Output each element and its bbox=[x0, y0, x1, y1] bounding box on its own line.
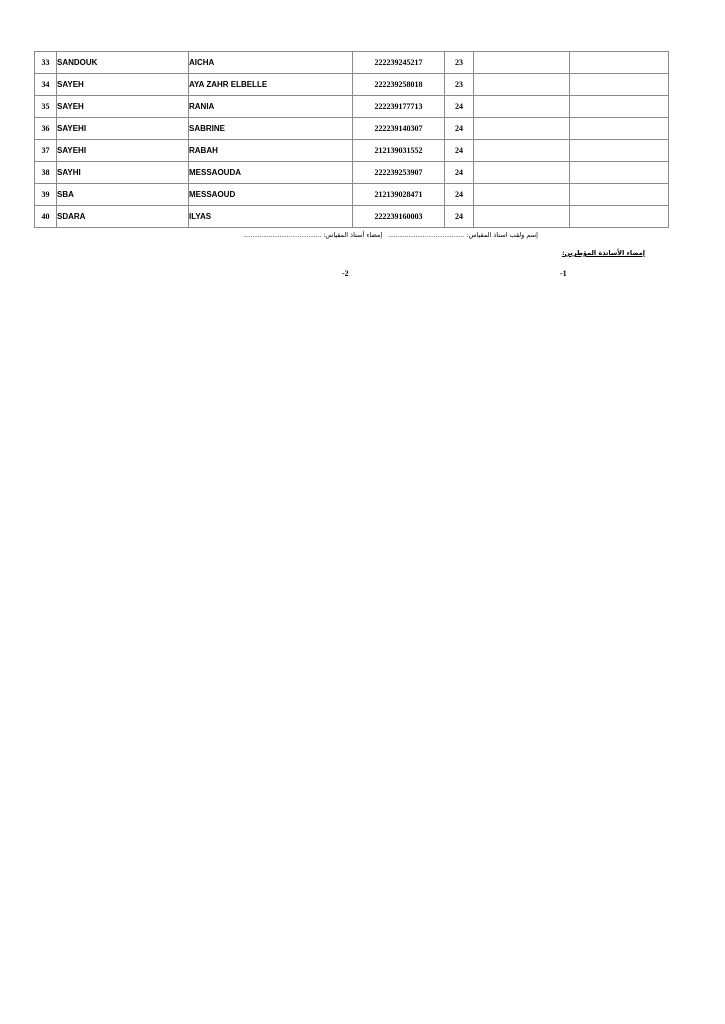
last-name: SAYEH bbox=[57, 96, 189, 118]
first-name: RANIA bbox=[189, 96, 353, 118]
instructor-signature-line bbox=[243, 231, 538, 239]
table-row bbox=[35, 96, 669, 118]
first-name: SABRINE bbox=[189, 118, 353, 140]
row-number: 40 bbox=[35, 206, 57, 228]
row-number: 34 bbox=[35, 74, 57, 96]
table-row bbox=[35, 140, 669, 162]
first-name: MESSAOUD bbox=[189, 184, 353, 206]
group-number: 24 bbox=[445, 118, 474, 140]
row-number: 39 bbox=[35, 184, 57, 206]
first-name: MESSAOUDA bbox=[189, 162, 353, 184]
group-number: 24 bbox=[445, 162, 474, 184]
blank-cell-1 bbox=[474, 206, 570, 228]
group-number: 23 bbox=[445, 74, 474, 96]
last-name: SAYEHI bbox=[57, 140, 189, 162]
student-id: 222239160003 bbox=[353, 206, 445, 228]
blank-cell-2 bbox=[570, 162, 669, 184]
blank-cell-2 bbox=[570, 52, 669, 74]
last-name: SANDOUK bbox=[57, 52, 189, 74]
blank-cell-1 bbox=[474, 118, 570, 140]
instructor-signature-label: إمضاء أستاذ المقياس: bbox=[323, 231, 383, 239]
first-name: ILYAS bbox=[189, 206, 353, 228]
student-id: 212139031552 bbox=[353, 140, 445, 162]
group-number: 24 bbox=[445, 96, 474, 118]
group-number: 23 bbox=[445, 52, 474, 74]
blank-cell-1 bbox=[474, 52, 570, 74]
row-number: 35 bbox=[35, 96, 57, 118]
table-row bbox=[35, 52, 669, 74]
proctor-signature-1: -1 bbox=[560, 269, 567, 278]
proctor-signature-2: -2 bbox=[342, 269, 349, 278]
blank-cell-1 bbox=[474, 162, 570, 184]
student-id: 222239140307 bbox=[353, 118, 445, 140]
blank-cell-1 bbox=[474, 140, 570, 162]
blank-cell-2 bbox=[570, 206, 669, 228]
blank-cell-2 bbox=[570, 184, 669, 206]
roster-body bbox=[35, 52, 669, 228]
blank-cell-2 bbox=[570, 140, 669, 162]
table-row bbox=[35, 184, 669, 206]
table-row bbox=[35, 118, 669, 140]
last-name: SAYEHI bbox=[57, 118, 189, 140]
row-number: 37 bbox=[35, 140, 57, 162]
instructor-name-label: إسم ولقب استاذ المقياس: bbox=[466, 231, 538, 239]
table-row bbox=[35, 206, 669, 228]
student-id: 222239177713 bbox=[353, 96, 445, 118]
group-number: 24 bbox=[445, 140, 474, 162]
blank-cell-1 bbox=[474, 184, 570, 206]
last-name: SDARA bbox=[57, 206, 189, 228]
student-id: 222239245217 bbox=[353, 52, 445, 74]
blank-cell-2 bbox=[570, 74, 669, 96]
group-number: 24 bbox=[445, 184, 474, 206]
instructor-signature-dots: ........................................... bbox=[243, 232, 322, 239]
last-name: SBA bbox=[57, 184, 189, 206]
first-name: AICHA bbox=[189, 52, 353, 74]
table-row bbox=[35, 162, 669, 184]
first-name: AYA ZAHR ELBELLE bbox=[189, 74, 353, 96]
student-id: 212139028471 bbox=[353, 184, 445, 206]
blank-cell-2 bbox=[570, 96, 669, 118]
row-number: 36 bbox=[35, 118, 57, 140]
student-roster-table bbox=[34, 51, 669, 228]
last-name: SAYEH bbox=[57, 74, 189, 96]
table-row bbox=[35, 74, 669, 96]
instructor-name-dots: .......................................... bbox=[388, 232, 465, 239]
blank-cell-1 bbox=[474, 74, 570, 96]
blank-cell-1 bbox=[474, 96, 570, 118]
blank-cell-2 bbox=[570, 118, 669, 140]
row-number: 38 bbox=[35, 162, 57, 184]
student-id: 222239253907 bbox=[353, 162, 445, 184]
proctors-signature-label: إمضاء الأساتذة المؤطرين: bbox=[561, 249, 645, 257]
row-number: 33 bbox=[35, 52, 57, 74]
group-number: 24 bbox=[445, 206, 474, 228]
student-id: 222239258018 bbox=[353, 74, 445, 96]
first-name: RABAH bbox=[189, 140, 353, 162]
last-name: SAYHI bbox=[57, 162, 189, 184]
